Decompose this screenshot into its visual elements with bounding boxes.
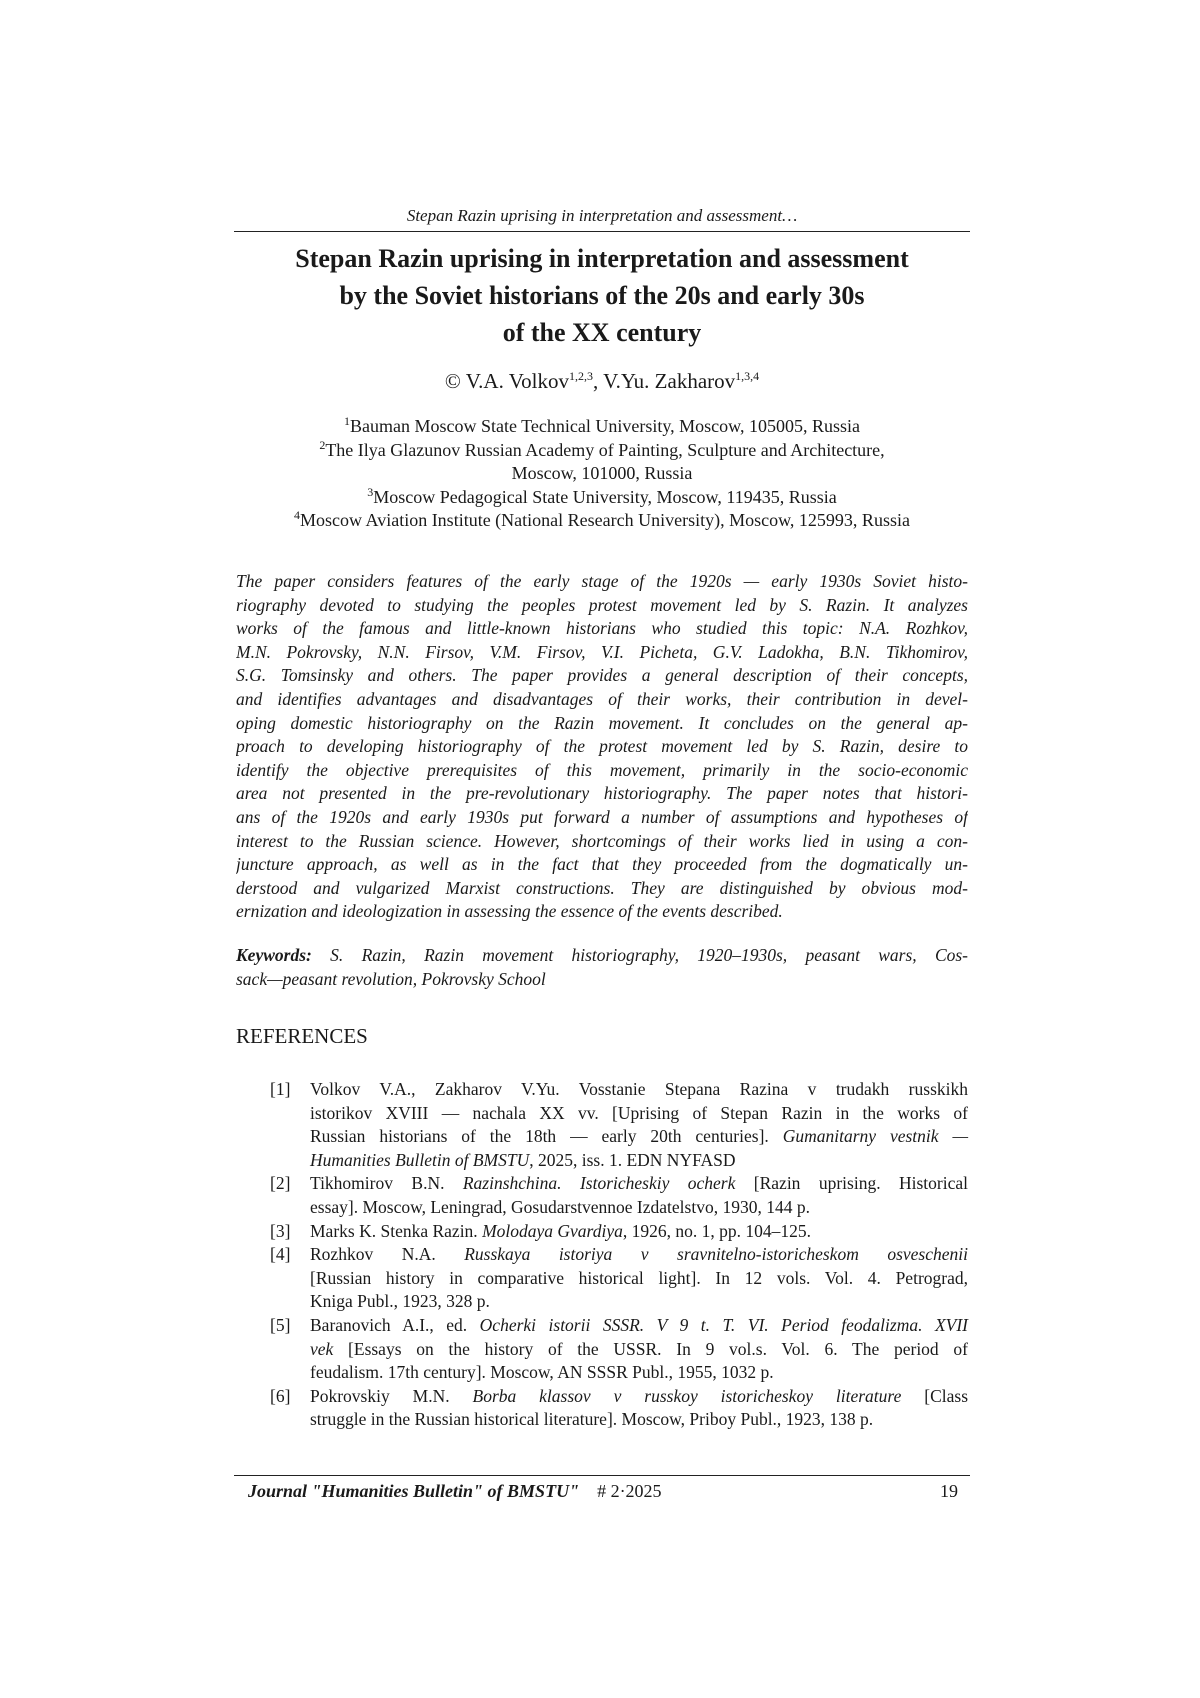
reference-line: [310, 1361, 968, 1385]
reference-line: [310, 1290, 968, 1314]
reference-line: [310, 1125, 968, 1149]
author-name: V.Yu. Zakharov: [603, 369, 736, 393]
author-separator: ,: [593, 369, 599, 393]
reference-text: feudalism. 17th century]. Moscow, AN SSSR Publ., 1955, 1032 p.: [310, 1362, 774, 1383]
author-list: [234, 369, 970, 394]
reference-line: [310, 1267, 968, 1291]
reference-line: [310, 1243, 968, 1267]
reference-number: [2]: [270, 1173, 291, 1194]
footer-rule: [234, 1475, 970, 1476]
copyright-symbol: ©: [444, 369, 461, 393]
journal-name: Journal "Humanities Bulletin" of BMSTU": [248, 1481, 580, 1501]
references-list: [270, 1078, 968, 1432]
reference-title-italic: Borba klassov v russkoy istoricheskoy literature: [472, 1385, 902, 1406]
affiliation-marker: 3: [367, 484, 374, 499]
reference-number: [6]: [270, 1385, 291, 1406]
reference-item: [270, 1385, 968, 1432]
abstract-line: juncture approach, as well as in the fact that they proceeded from the dogmatically un-: [236, 854, 968, 875]
reference-title-italic: Russkaya istoriya v sravnitelno-istoricheskom osveschenii: [464, 1244, 968, 1265]
reference-text: [Russian history in comparative historical light]. In 12 vols. Vol. 4. Petrograd,: [310, 1267, 968, 1288]
keywords: [236, 944, 968, 991]
affiliation-text: Bauman Moscow State Technical University, Moscow, 105005, Russia: [349, 416, 860, 436]
reference-line: [310, 1408, 968, 1432]
reference-line: [310, 1172, 968, 1196]
reference-item: [270, 1243, 968, 1314]
affiliation-text: The Ilya Glazunov Russian Academy of Painting, Sculpture and Architecture,: [325, 439, 885, 460]
running-head: Stepan Razin uprising in interpretation and assessment…: [406, 206, 798, 225]
reference-line: [310, 1314, 968, 1338]
affiliation-line: [234, 509, 970, 533]
reference-title-italic: Ocherki istorii SSSR. V 9 t. T. VI. Period feodalizma. XVII: [479, 1314, 968, 1335]
keywords-line: sack—peasant revolution, Pokrovsky School: [236, 968, 546, 989]
reference-text: struggle in the Russian historical literature]. Moscow, Priboy Publ., 1923, 138 p.: [310, 1409, 874, 1430]
reference-title-italic: Humanities Bulletin of BMSTU: [310, 1149, 530, 1170]
abstract-line: identify the objective prerequisites of this movement, primarily in the socio-economic: [236, 759, 968, 780]
reference-text: , 1926, no. 1, pp. 104–125.: [622, 1220, 811, 1241]
reference-text: , 2025, iss. 1. EDN NYFASD: [529, 1149, 736, 1170]
paper-title: [234, 240, 970, 351]
abstract-line: M.N. Pokrovsky, N.N. Firsov, V.M. Firsov, V.I. Picheta, G.V. Ladokha, B.N. Tikhomirov,: [236, 641, 968, 662]
issue-number: # 2·2025: [597, 1481, 662, 1501]
affiliation-marker: 1,2,3: [569, 369, 593, 383]
reference-text: [Class: [901, 1385, 969, 1406]
page-footer: [248, 1481, 958, 1502]
title-line: of the XX century: [502, 318, 702, 347]
abstract-line: derstood and vulgarized Marxist constructions. They are distinguished by obvious mod-: [236, 877, 968, 898]
reference-item: [270, 1314, 968, 1385]
reference-number: [4]: [270, 1244, 291, 1265]
reference-number: [1]: [270, 1079, 291, 1099]
reference-item: [270, 1220, 968, 1244]
affiliation-marker: 1,3,4: [735, 369, 760, 383]
reference-text: [Razin uprising. Historical: [735, 1173, 968, 1194]
reference-text: Russian historians of the 18th — early 20th centuries].: [310, 1126, 783, 1147]
reference-number: [3]: [270, 1220, 291, 1241]
reference-text: Pokrovskiy M.N.: [310, 1385, 473, 1406]
abstract-line: works of the famous and little-known historians who studied this topic: N.A. Rozhkov,: [236, 618, 968, 639]
reference-text: Volkov V.A., Zakharov V.Yu. Vosstanie Stepana Razina v trudakh russkikh: [310, 1079, 968, 1099]
reference-line: [310, 1078, 968, 1102]
reference-line: [310, 1338, 968, 1362]
abstract-line: and identifies advantages and disadvantages of their works, their contribution in devel-: [236, 688, 968, 709]
reference-title-italic: Gumanitarny vestnik —: [782, 1126, 968, 1147]
reference-line: [310, 1220, 968, 1244]
reference-title-italic: Molodaya Gvardiya: [482, 1220, 623, 1241]
affiliation-marker: 4: [294, 508, 301, 522]
title-line: Stepan Razin uprising in interpretation and assessment: [295, 244, 909, 273]
reference-text: Baranovich A.I., ed.: [310, 1314, 480, 1335]
reference-text: Marks K. Stenka Razin.: [310, 1220, 483, 1241]
reference-line: [310, 1196, 968, 1220]
abstract-line: ans of the 1920s and early 1930s put forward a number of assumptions and hypotheses of: [236, 806, 968, 827]
title-line: by the Soviet historians of the 20s and early 30s: [339, 281, 865, 310]
abstract-line: oping domestic historiography on the Razin movement. It concludes on the general ap-: [236, 712, 968, 733]
reference-line: [310, 1149, 968, 1173]
abstract-line: proach to developing historiography of the protest movement led by S. Razin, desire to: [236, 736, 968, 757]
affiliation-line: [234, 486, 970, 510]
author-name: V.A. Volkov: [465, 369, 569, 393]
reference-text: Tikhomirov B.N.: [310, 1173, 463, 1194]
abstract-line: S.G. Tomsinsky and others. The paper provides a general description of their concepts,: [236, 665, 968, 686]
reference-title-italic: vek: [310, 1338, 334, 1359]
affiliation-marker: 2: [319, 437, 326, 452]
reference-item: [270, 1172, 968, 1219]
keywords-line: [236, 944, 968, 968]
reference-line: [310, 1102, 968, 1126]
keywords-label: Keywords:: [236, 945, 312, 965]
affiliation-line: [234, 415, 970, 439]
affiliation-text: Moscow, 101000, Russia: [511, 463, 693, 483]
abstract-line: The paper considers features of the early stage of the 1920s — early 1930s Soviet histo-: [236, 571, 968, 591]
reference-text: istorikov XVIII — nachala XX vv. [Uprising of Stepan Razin in the works of: [310, 1102, 968, 1123]
reference-text: Rozhkov N.A.: [310, 1244, 465, 1265]
abstract-line: area not presented in the pre-revolutionary historiography. The paper notes that histori-: [236, 783, 968, 804]
references-heading: REFERENCES: [236, 1024, 368, 1048]
abstract: [236, 570, 968, 924]
affiliation-line: [234, 462, 970, 486]
affiliation-marker: 1: [343, 414, 350, 428]
reference-title-italic: Razinshchina. Istoricheskiy ocherk: [462, 1173, 736, 1194]
page-number: 19: [940, 1481, 958, 1501]
reference-text: [Essays on the history of the USSR. In 9 vol.s. Vol. 6. The period of: [333, 1338, 968, 1359]
abstract-line: interest to the Russian science. However, shortcomings of their works lied in using a con-: [236, 830, 968, 851]
affiliation-line: [234, 439, 970, 463]
abstract-line: riography devoted to studying the peoples protest movement led by S. Razin. It analyzes: [236, 594, 968, 615]
affiliation-text: Moscow Aviation Institute (National Research University), Moscow, 125993, Russia: [300, 510, 910, 530]
abstract-line: ernization and ideologization in assessing the essence of the events described.: [236, 901, 783, 922]
reference-line: [310, 1385, 968, 1409]
keywords-text: S. Razin, Razin movement historiography, 1920–1930s, peasant wars, Cos-: [330, 945, 969, 965]
header-rule: [234, 231, 970, 232]
reference-number: [5]: [270, 1314, 291, 1335]
affiliation-text: Moscow Pedagogical State University, Moscow, 119435, Russia: [373, 486, 837, 507]
reference-text: Kniga Publ., 1923, 328 p.: [310, 1291, 490, 1312]
reference-text: essay]. Moscow, Leningrad, Gosudarstvennoe Izdatelstvo, 1930, 144 p.: [310, 1196, 810, 1217]
affiliations: [234, 415, 970, 533]
reference-item: [270, 1078, 968, 1172]
